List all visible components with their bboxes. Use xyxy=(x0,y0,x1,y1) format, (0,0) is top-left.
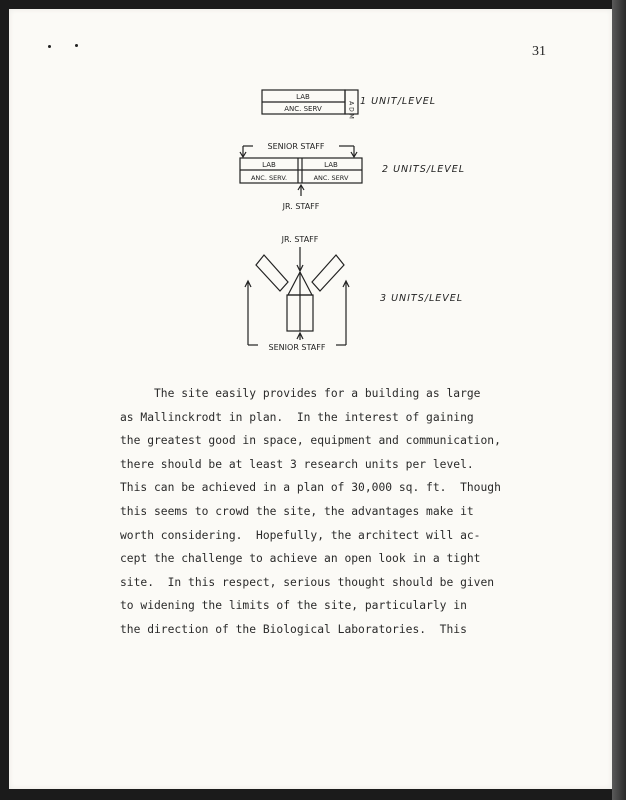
text-line: The site easily provides for a building as large xyxy=(120,387,481,400)
page-number: 31 xyxy=(532,44,546,59)
junior-staff-label: JR. STAFF xyxy=(281,235,319,244)
lab-label: LAB xyxy=(296,93,310,101)
two-units-caption: 2 UNITS/LEVEL xyxy=(382,164,466,175)
text-line: worth considering. Hopefully, the architect will ac- xyxy=(120,528,481,542)
admin-label: A D M xyxy=(347,101,355,119)
text-line: to widening the limits of the site, particularly in xyxy=(120,599,467,613)
text-line: cept the challenge to achieve an open look in a tight xyxy=(120,552,481,566)
three-units-caption: 3 UNITS/LEVEL xyxy=(380,293,464,304)
junior-staff-label: JR. STAFF xyxy=(282,202,320,211)
two-units-diagram xyxy=(240,146,362,196)
lab-label: LAB xyxy=(324,161,338,169)
one-unit-caption: 1 UNIT/LEVEL xyxy=(360,96,437,107)
text-line: as Mallinckrodt in plan. In the interest of gaining xyxy=(120,410,474,424)
body-paragraph xyxy=(120,382,520,642)
text-line: the direction of the Biological Laboratories. This xyxy=(120,622,467,636)
senior-staff-label: SENIOR STAFF xyxy=(267,142,325,151)
ancillary-services-label: ANC. SERV xyxy=(284,105,322,113)
text-line: site. In this respect, serious thought should be given xyxy=(120,575,495,589)
text-line: the greatest good in space, equipment and communication, xyxy=(120,434,501,448)
text-line: This can be achieved in a plan of 30,000 sq. ft. Though xyxy=(120,481,501,495)
lab-label: LAB xyxy=(262,161,276,169)
text-line: this seems to crowd the site, the advantages make it xyxy=(120,504,474,518)
ancillary-services-label: ANC. SERV xyxy=(313,174,349,182)
senior-staff-label: SENIOR STAFF xyxy=(268,343,326,352)
text-line: there should be at least 3 research units per level. xyxy=(120,457,474,471)
ancillary-services-label: ANC. SERV. xyxy=(250,174,288,182)
three-units-diagram xyxy=(245,247,349,345)
